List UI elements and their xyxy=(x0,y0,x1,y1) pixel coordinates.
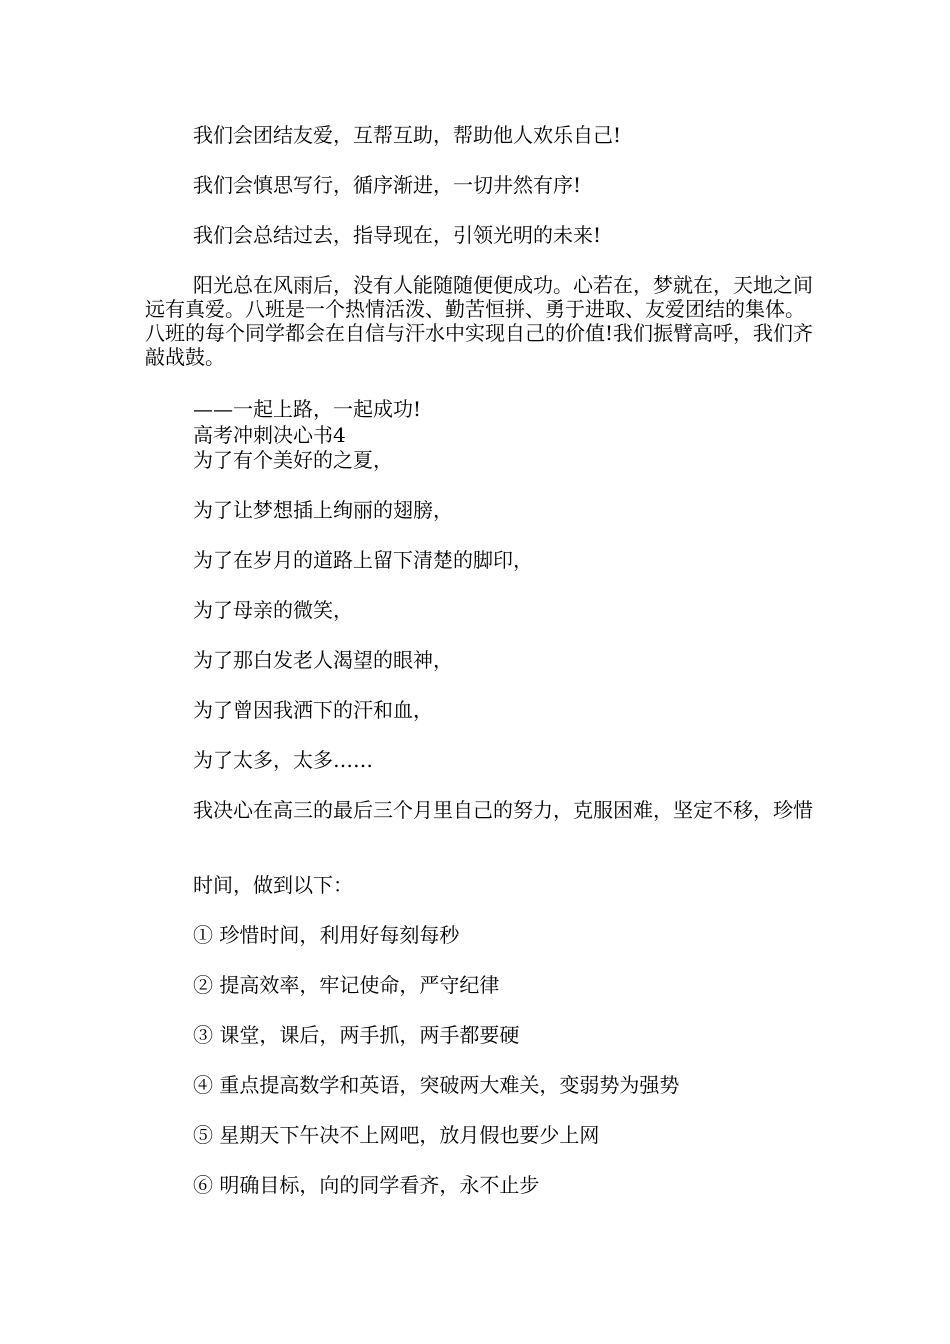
paragraph-sweat: 为了曾因我洒下的汗和血， xyxy=(193,698,433,722)
list-item: ④ 重点提高数学和英语，突破两大难关，变弱势为强势 xyxy=(193,1073,680,1097)
list-item: ⑤ 星期天下午决不上网吧，放月假也要少上网 xyxy=(193,1123,600,1147)
paragraph-time: 时间，做到以下： xyxy=(193,873,353,897)
paragraph-footprints: 为了在岁月的道路上留下清楚的脚印， xyxy=(193,548,533,572)
list-item: ③ 课堂，课后，两手抓，两手都要硬 xyxy=(193,1023,520,1047)
list-item: ⑥ 明确目标，向的同学看齐，永不止步 xyxy=(193,1173,540,1197)
paragraph-resolve: 我决心在高三的最后三个月里自己的努力，克服困难，坚定不移，珍惜 xyxy=(193,798,813,822)
paragraph-summer: 为了有个美好的之夏， xyxy=(193,448,393,472)
paragraph-too-much: 为了太多，太多…… xyxy=(193,748,373,772)
paragraph-elders: 为了那白发老人渴望的眼神， xyxy=(193,648,453,672)
list-item: ① 珍惜时间，利用好每刻每秒 xyxy=(193,923,460,947)
paragraph-order: 我们会慎思写行，循序渐进，一切井然有序! xyxy=(193,173,582,197)
paragraph-unity: 我们会团结友爱，互帮互助，帮助他人欢乐自己! xyxy=(193,123,622,147)
paragraph-dream: 为了让梦想插上绚丽的翅膀， xyxy=(193,498,453,522)
paragraph-future: 我们会总结过去，指导现在，引领光明的未来! xyxy=(193,223,602,247)
list-item: ② 提高效率，牢记使命，严守纪律 xyxy=(193,973,500,997)
paragraph-mother: 为了母亲的微笑， xyxy=(193,598,353,622)
paragraph-class-eight: 阳光总在风雨后，没有人能随随便便成功。心若在，梦就在，天地之间远有真爱。八班是一个热情活泼、勤苦恒拼、勇于进取、友爱团结的集体。八班的每个同学都会在自信与汗水中实现自己的价值!我们振臂高呼，我们齐敲战鼓。 xyxy=(145,273,814,369)
paragraph-slogan: ——一起上路，一起成功! xyxy=(193,397,422,421)
section-title: 高考冲刺决心书4 xyxy=(193,423,346,447)
